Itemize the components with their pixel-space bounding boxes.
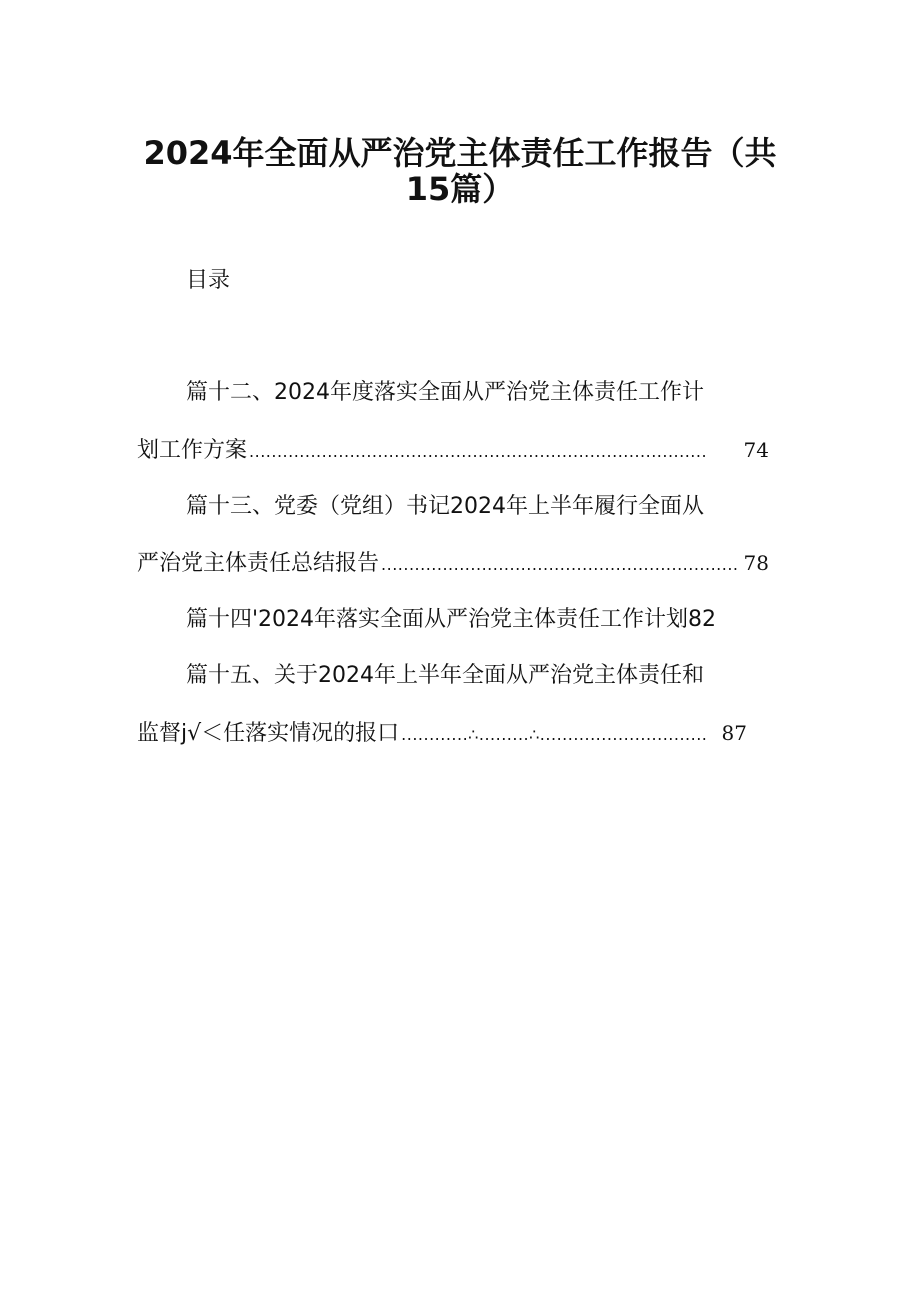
toc-entry-12-line-2[interactable]: [137, 435, 769, 467]
toc-entry-12-page: 74: [743, 438, 769, 462]
toc-entry-14-line-1[interactable]: [186, 605, 716, 635]
toc-entry-14-text: 篇十四'2024年落实全面从严治党主体责任工作计划82: [186, 607, 717, 632]
toc-entry-15-line-2[interactable]: [137, 718, 747, 750]
toc-entry-15-leader: ............∴.........∴..............................: [401, 725, 708, 744]
toc-entry-15-text: 篇十五、关于2024年上半年全面从严治党主体责任和: [186, 663, 704, 688]
toc-entry-13-line-2[interactable]: [137, 548, 769, 580]
toc-entry-13-text: 篇十三、党委（党组）书记2024年上半年履行全面从: [186, 494, 704, 519]
toc-entry-12-text: 篇十二、2024年度落实全面从严治党主体责任工作计: [186, 380, 704, 405]
toc-entry-13-line-1[interactable]: [186, 492, 704, 522]
toc-entry-15-line-1[interactable]: [186, 661, 704, 691]
toc-entry-13-page: 78: [743, 551, 769, 575]
document-title-line-1: 2024年全面从严治党主体责任工作报告（共: [143, 134, 777, 172]
toc-entry-12-line-1[interactable]: [186, 378, 704, 408]
toc-entry-13-text-cont: 严治党主体责任总结报告: [137, 551, 380, 576]
toc-entry-12-text-cont: 划工作方案: [137, 438, 248, 463]
toc-entry-12-leader: ..................................................................................: [249, 442, 708, 461]
toc-heading: 目录: [186, 268, 231, 293]
toc-entry-13-leader: ................................................................: [381, 555, 739, 574]
document-title-line-2: 15篇）: [405, 170, 515, 208]
toc-entry-15-text-cont: 监督j√＜任落实情况的报口: [137, 721, 400, 746]
toc-entry-15-page: 87: [721, 721, 747, 745]
